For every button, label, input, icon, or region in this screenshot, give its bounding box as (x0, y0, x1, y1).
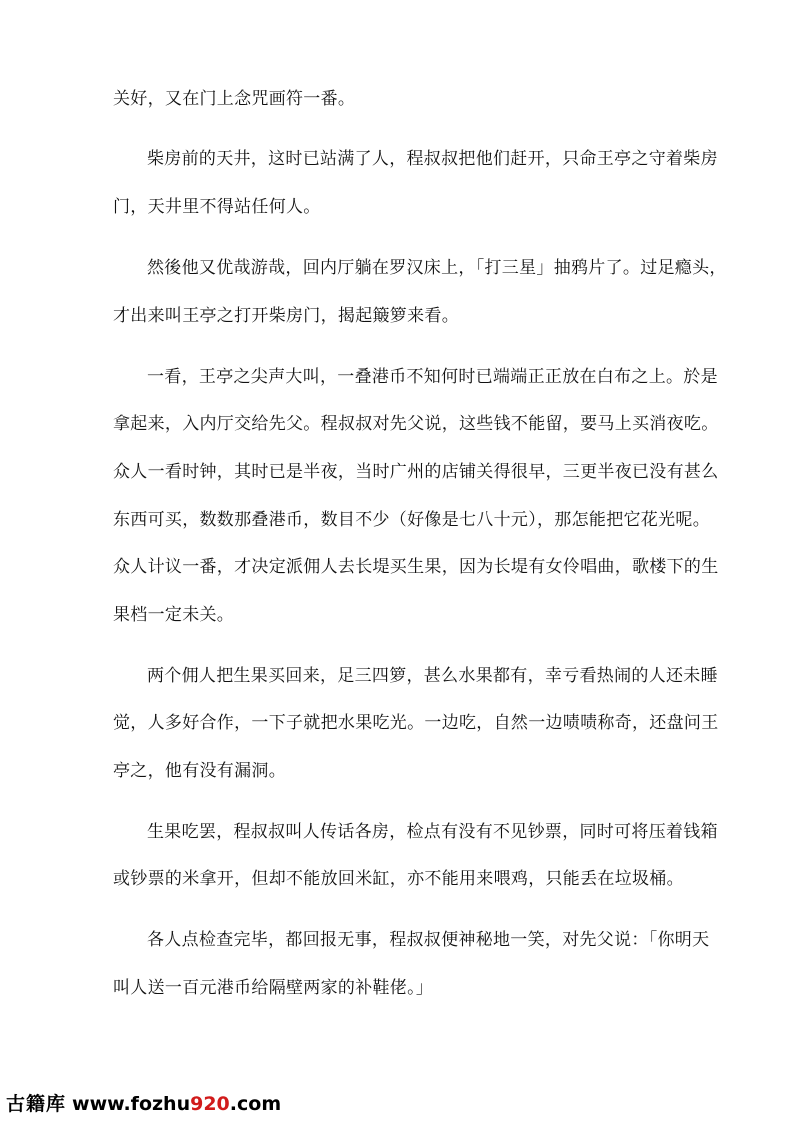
paragraph-line: 才出来叫王亭之打开柴房门，揭起簸箩来看。 (113, 306, 459, 326)
paragraph-line: 叫人送一百元港币给隔壁两家的补鞋佬。」 (113, 978, 434, 998)
paragraph-line: 然後他又优哉游哉，回内厅躺在罗汉床上，「打三星」抽鸦片了。过足瘾头， (147, 258, 727, 278)
paragraph-line: 门，天井里不得站任何人。 (113, 197, 321, 217)
paragraph-line: 觉，人多好合作，一下子就把水果吃光。一边吃，自然一边啧啧称奇，还盘问王 (113, 713, 719, 733)
paragraph-line: 柴房前的天井，这时已站满了人，程叔叔把他们赶开，只命王亭之守着柴房 (147, 149, 718, 169)
site-url-prefix: www.fozhu (72, 1093, 191, 1115)
paragraph-line: 或钞票的米拿开，但却不能放回米缸，亦不能用来喂鸡，只能丢在垃圾桶。 (113, 869, 684, 889)
paragraph-line: 一看，王亭之尖声大叫，一叠港币不知何时已端端正正放在白布之上。於是 (147, 367, 718, 387)
paragraph-line: 关好，又在门上念咒画符一番。 (113, 89, 356, 109)
paragraph-line: 果档一定未关。 (113, 605, 235, 625)
site-watermark (6, 1091, 281, 1117)
paragraph-line: 亭之，他有没有漏洞。 (113, 761, 286, 781)
site-url-suffix: .com (229, 1093, 282, 1115)
paragraph-line: 东西可买，数数那叠港币，数目不少（好像是七八十元），那怎能把它花光呢。 (113, 510, 710, 530)
paragraph-line: 拿起来，入内厅交给先父。程叔叔对先父说，这些钱不能留，要马上买消夜吃。 (113, 414, 719, 434)
paragraph-line: 众人计议一番，才决定派佣人去长堤买生果，因为长堤有女伶唱曲，歌楼下的生 (113, 557, 719, 577)
paragraph-line: 各人点检查完毕，都回报无事，程叔叔便神秘地一笑，对先父说：「你明天 (147, 930, 710, 950)
paragraph-line: 生果吃罢，程叔叔叫人传话各房，检点有没有不见钞票，同时可将压着钱箱 (147, 822, 718, 842)
site-url-number: 920 (190, 1093, 230, 1115)
paragraph-line: 两个佣人把生果买回来，足三四箩，甚么水果都有，幸亏看热闹的人还未睡 (147, 666, 718, 686)
paragraph-line: 众人一看时钟，其时已是半夜，当时广州的店铺关得很早，三更半夜已没有甚么 (113, 462, 719, 482)
site-brand: 古籍库 (6, 1093, 67, 1115)
